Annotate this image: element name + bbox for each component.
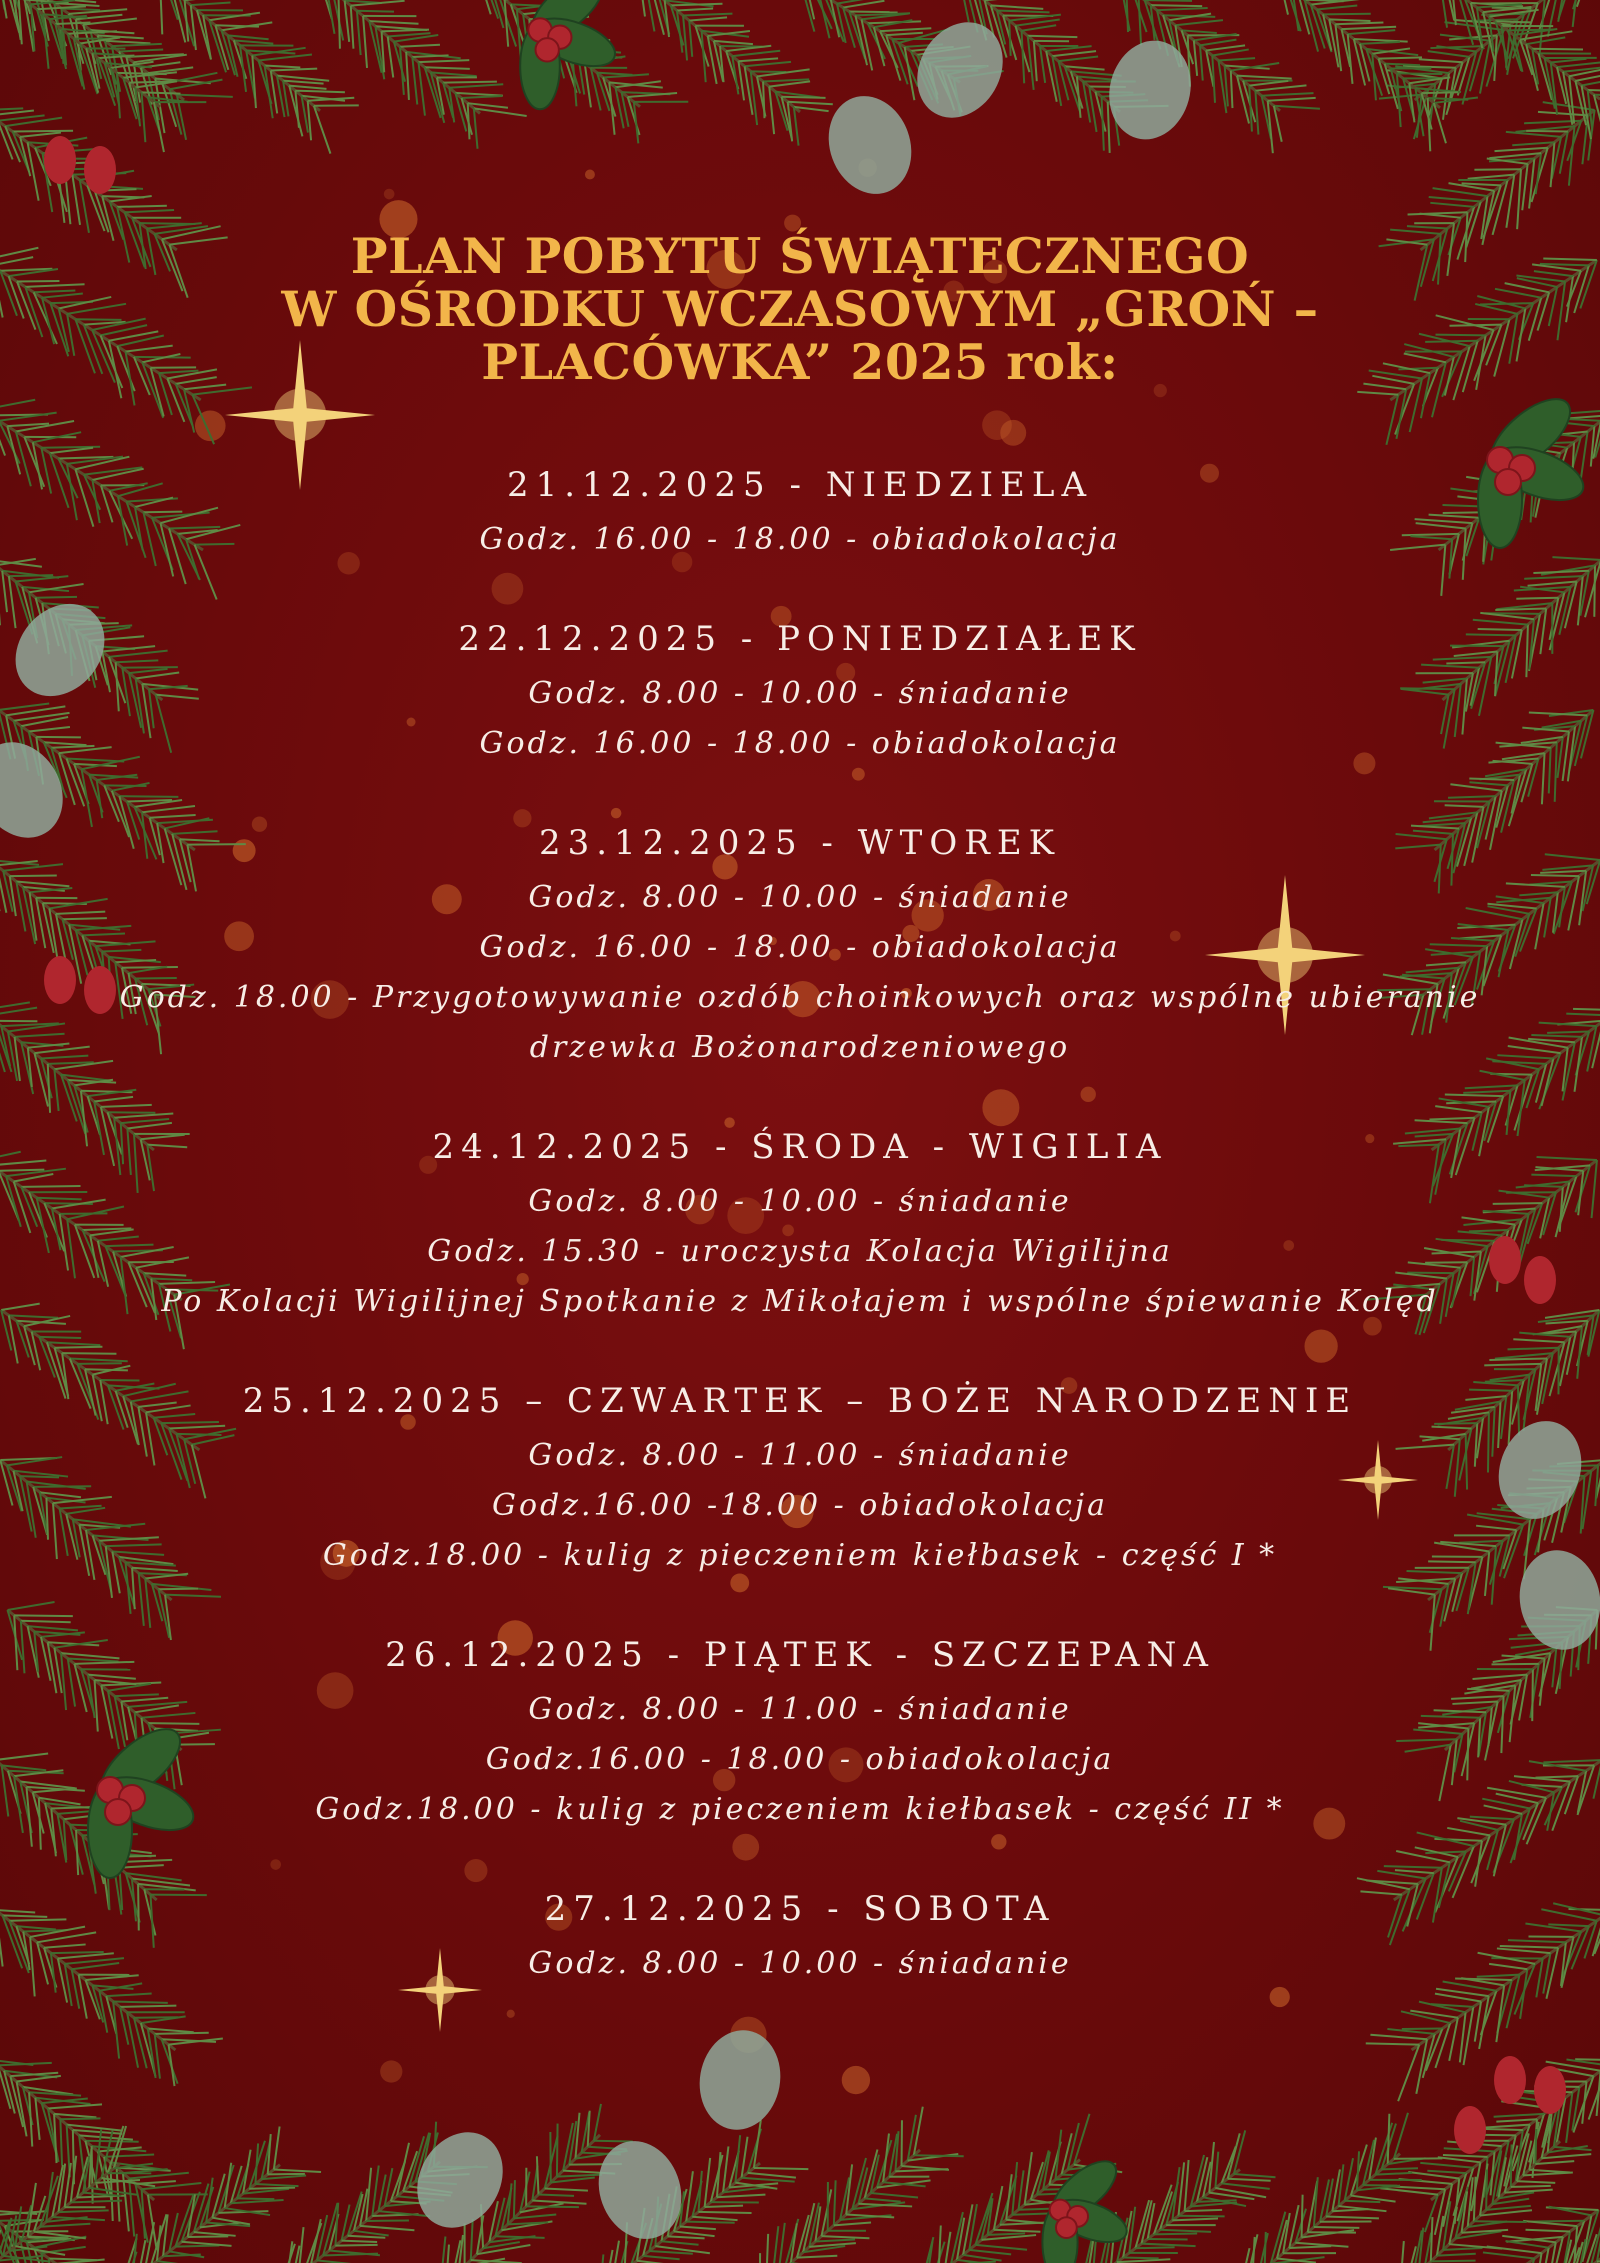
day-block [100,1379,1500,1581]
day-heading: 23.12.2025 - WTOREK [538,823,1062,863]
bokeh-dot [384,189,395,200]
holly-berry-icon [1056,2217,1077,2238]
eucalyptus-leaf-icon [815,84,924,205]
day-block [100,1633,1500,1835]
schedule-line: Godz.18.00 - kulig z pieczeniem kiełbasek - część I * [322,1538,1278,1573]
holly-berry-icon [536,38,559,61]
red-berry-icon [1534,2066,1566,2114]
bokeh-dot [842,2066,870,2094]
schedule-content [100,227,1500,2041]
eucalyptus-leaf-icon [1098,31,1201,148]
day-block [100,617,1500,769]
title-line-3: PLACÓWKA” 2025 rok: [481,333,1119,391]
schedule-line: Godz. 8.00 - 10.00 - śniadanie [528,1184,1072,1219]
schedule-line: Godz. 8.00 - 10.00 - śniadanie [528,676,1072,711]
eucalyptus-leaf-icon [900,7,1019,134]
red-berry-icon [1524,1256,1556,1304]
day-heading: 24.12.2025 - ŚRODA - WIGILIA [432,1127,1168,1167]
red-berry-icon [44,956,76,1004]
red-berry-icon [1494,2056,1526,2104]
day-heading: 25.12.2025 – CZWARTEK – BOŻE NARODZENIE [242,1381,1358,1421]
pine-branch [0,2126,155,2263]
title-line-1: PLAN POBYTU ŚWIĄTECZNEGO [350,227,1250,285]
day-block [100,463,1500,565]
poster-title [100,227,1500,391]
pine-branch [480,0,688,143]
schedule-line: Godz. 15.30 - uroczysta Kolacja Wigilijna [427,1234,1173,1269]
schedule-line: Po Kolacji Wigilijnej Spotkanie z Mikołajem i wspólne śpiewanie Kolęd [161,1284,1439,1319]
schedule-line: Godz. 18.00 - Przygotowywanie ozdób choinkowych oraz wspólne ubieranie [119,980,1481,1015]
pine-branch [640,0,833,146]
day-heading: 26.12.2025 - PIĄTEK - SZCZEPANA [385,1635,1215,1675]
schedule-line: drzewka Bożonarodzeniowego [529,1030,1071,1065]
title-line-2: W OŚRODKU WCZASOWYM „GROŃ – [281,280,1319,338]
schedule-line: Godz.16.00 - 18.00 - obiadokolacja [485,1742,1115,1777]
day-block [100,821,1500,1073]
schedule-line: Godz. 8.00 - 10.00 - śniadanie [528,880,1072,915]
schedule-line: Godz. 8.00 - 11.00 - śniadanie [528,1438,1072,1473]
pine-branch [320,0,527,149]
day-heading: 27.12.2025 - SOBOTA [544,1889,1056,1929]
red-berry-icon [44,136,76,184]
pine-branch [160,0,359,154]
eucalyptus-leaf-icon [0,727,80,854]
schedule-line: Godz. 8.00 - 10.00 - śniadanie [528,1946,1072,1981]
red-berry-icon [1454,2106,1486,2154]
day-block [100,1125,1500,1327]
schedule-line: Godz. 16.00 - 18.00 - obiadokolacja [479,522,1121,557]
schedule-line: Godz. 16.00 - 18.00 - obiadokolacja [479,726,1121,761]
schedule-line: Godz. 16.00 - 18.00 - obiadokolacja [479,930,1121,965]
day-heading: 22.12.2025 - PONIEDZIAŁEK [458,619,1142,659]
schedule-line: Godz.18.00 - kulig z pieczeniem kiełbasek - część II * [315,1792,1285,1827]
pine-branch [1080,2130,1275,2263]
bokeh-dot [380,2060,402,2082]
day-block [100,1887,1500,1989]
day-heading: 21.12.2025 - NIEDZIELA [506,465,1094,505]
red-berry-icon [84,146,116,194]
schedule-line: Godz.16.00 -18.00 - obiadokolacja [492,1488,1108,1523]
schedule-line: Godz. 8.00 - 11.00 - śniadanie [528,1692,1072,1727]
bokeh-dot [585,169,595,179]
pine-branch [0,0,233,140]
eucalyptus-leaf-icon [400,2117,519,2244]
